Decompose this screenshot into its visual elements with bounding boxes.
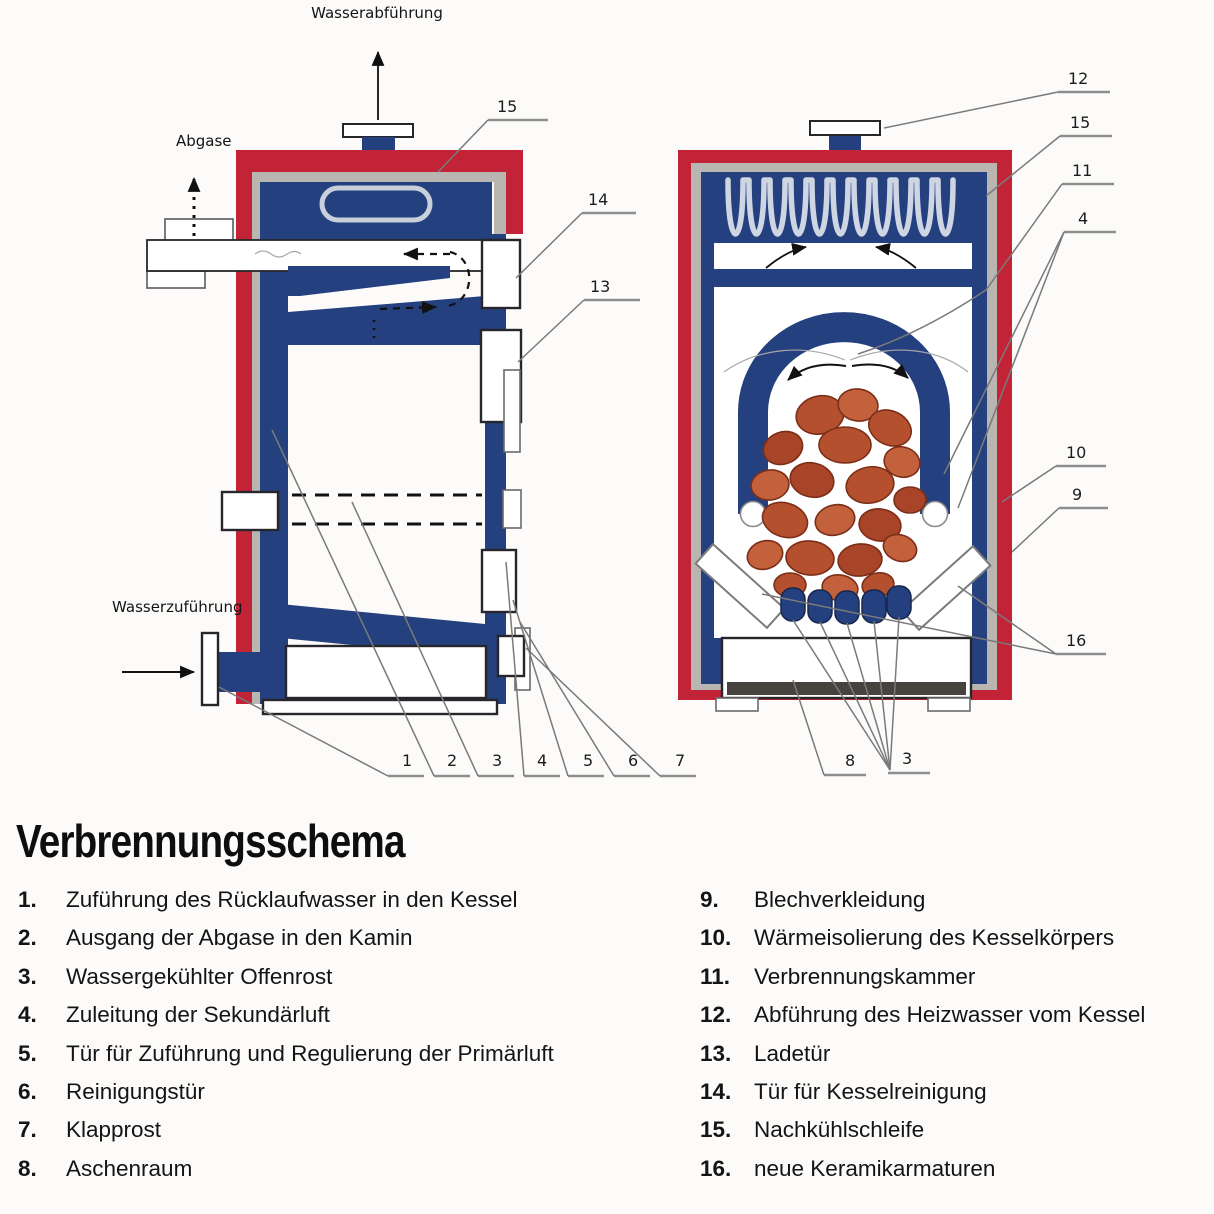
page-title: Verbrennungsschema: [16, 815, 405, 867]
legend-num: 1.: [18, 887, 37, 912]
legend-label: Zuführung des Rücklaufwasser in den Kessel: [66, 887, 518, 912]
legend-num: 5.: [18, 1040, 37, 1066]
legend-item-4: [18, 1003, 690, 1041]
left-water-jacket-top: [260, 182, 492, 240]
legend-label: Tür für Kesselreinigung: [754, 1078, 987, 1104]
legend-label: Ladetür: [754, 1040, 831, 1066]
legend-item-3: [18, 965, 690, 1003]
callout-4: 4: [537, 751, 548, 770]
bottom-door: [498, 636, 524, 676]
legend-right-column: [700, 888, 1210, 1195]
cleaning-door-bottom: [482, 550, 516, 612]
callout-12: 12: [1068, 69, 1089, 88]
left-boiler-section: [112, 4, 696, 776]
flue-duct-step-top: [165, 219, 233, 241]
legend-num: 2.: [18, 925, 37, 951]
foot-left: [716, 698, 758, 711]
legend-item-16: [700, 1157, 1210, 1195]
return-water-flange: [202, 633, 218, 705]
left-cladding-right: [506, 172, 523, 234]
legend-num: 9.: [700, 887, 719, 912]
right-top-flange: [810, 121, 880, 135]
legend-item-2: [18, 926, 690, 964]
legend-item-8: [18, 1157, 690, 1195]
legend-item-7: [18, 1118, 690, 1156]
legend-num: 7.: [18, 1117, 37, 1143]
legend-num: 11.: [700, 963, 731, 989]
legend-num: 14.: [700, 1078, 732, 1104]
legend-label: Wärmeisolierung des Kesselkörpers: [754, 925, 1115, 951]
abgase-label: Abgase: [176, 132, 232, 150]
legend-label: Aschenraum: [66, 1155, 193, 1181]
water-in-label: Wasserzuführung: [112, 598, 243, 616]
callout-8: 8: [845, 751, 856, 770]
legend-num: 10.: [700, 925, 732, 951]
legend-label: Nachkühlschleife: [754, 1117, 925, 1143]
legend-num: 16.: [700, 1155, 732, 1181]
legend-item-15: [700, 1118, 1210, 1156]
callout-9: 9: [1072, 485, 1083, 504]
ash-layer: [727, 682, 966, 695]
legend-item-9: [700, 888, 1210, 926]
legend-num: 13.: [700, 1040, 732, 1066]
left-insulation-right: [494, 182, 506, 234]
legend-label: Tür für Zuführung und Regulierung der Primärluft: [66, 1040, 554, 1066]
legend-item-10: [700, 926, 1210, 964]
legend-label: Wassergekühlter Offenrost: [66, 963, 333, 989]
legend-item-13: [700, 1042, 1210, 1080]
callout-4b: 4: [1078, 209, 1089, 228]
legend-item-14: [700, 1080, 1210, 1118]
legend-item-11: [700, 965, 1210, 1003]
legend-left-column: [18, 888, 690, 1195]
foot-right: [928, 698, 970, 711]
legend-num: 15.: [700, 1117, 732, 1143]
legend-label: Klapprost: [66, 1117, 162, 1143]
legend-label: Reinigungstür: [66, 1078, 205, 1104]
callout-7: 7: [675, 751, 686, 770]
legend-label: Abführung des Heizwasser vom Kessel: [754, 1002, 1146, 1028]
callout-6: 6: [628, 751, 639, 770]
legend-num: 12.: [700, 1002, 732, 1028]
callout-11: 11: [1072, 161, 1093, 180]
legend-item-5: [18, 1042, 690, 1080]
wedge-upper: [288, 266, 450, 296]
callout-15b: 15: [1070, 113, 1091, 132]
primary-air-stub: [222, 492, 278, 530]
ash-tray-lip: [263, 700, 497, 714]
small-door: [503, 490, 521, 528]
door-frame-protrusion: [504, 370, 520, 452]
left-callouts-bottom: [219, 430, 696, 776]
callout-2: 2: [447, 751, 458, 770]
callout-13: 13: [590, 277, 611, 296]
callout-3b: 3: [902, 749, 913, 768]
callout-15: 15: [497, 97, 518, 116]
callout-16: 16: [1066, 631, 1087, 650]
legend-item-1: [18, 888, 690, 926]
legend-item-6: [18, 1080, 690, 1118]
right-boiler-section: [678, 69, 1116, 775]
legend-label: Verbrennungskammer: [754, 963, 976, 989]
legend-num: 3.: [18, 963, 37, 989]
flue-duct-step-bottom: [147, 271, 205, 288]
callout-10: 10: [1066, 443, 1087, 462]
legend-label: Blechverkleidung: [754, 887, 926, 912]
callout-1: 1: [402, 751, 413, 770]
legend-num: 8.: [18, 1155, 37, 1181]
return-water-pipe: [218, 652, 262, 692]
legend-label: Zuleitung der Sekundärluft: [66, 1002, 330, 1028]
arch-end-left: [741, 502, 766, 527]
arch-end-right: [923, 502, 948, 527]
legend-label: Ausgang der Abgase in den Kamin: [66, 925, 413, 951]
legend-num: 6.: [18, 1078, 37, 1104]
callout-3: 3: [492, 751, 503, 770]
left-insulation-top: [252, 172, 506, 182]
legend-item-12: [700, 1003, 1210, 1041]
callout-14: 14: [588, 190, 609, 209]
callout-5: 5: [583, 751, 594, 770]
legend-label: neue Keramikarmaturen: [754, 1155, 996, 1181]
water-out-label: Wasserabführung: [311, 4, 443, 22]
cleaning-door-top: [482, 240, 520, 308]
left-top-flange: [343, 124, 413, 137]
legend-num: 4.: [18, 1002, 37, 1028]
gas-gap: [714, 243, 972, 269]
